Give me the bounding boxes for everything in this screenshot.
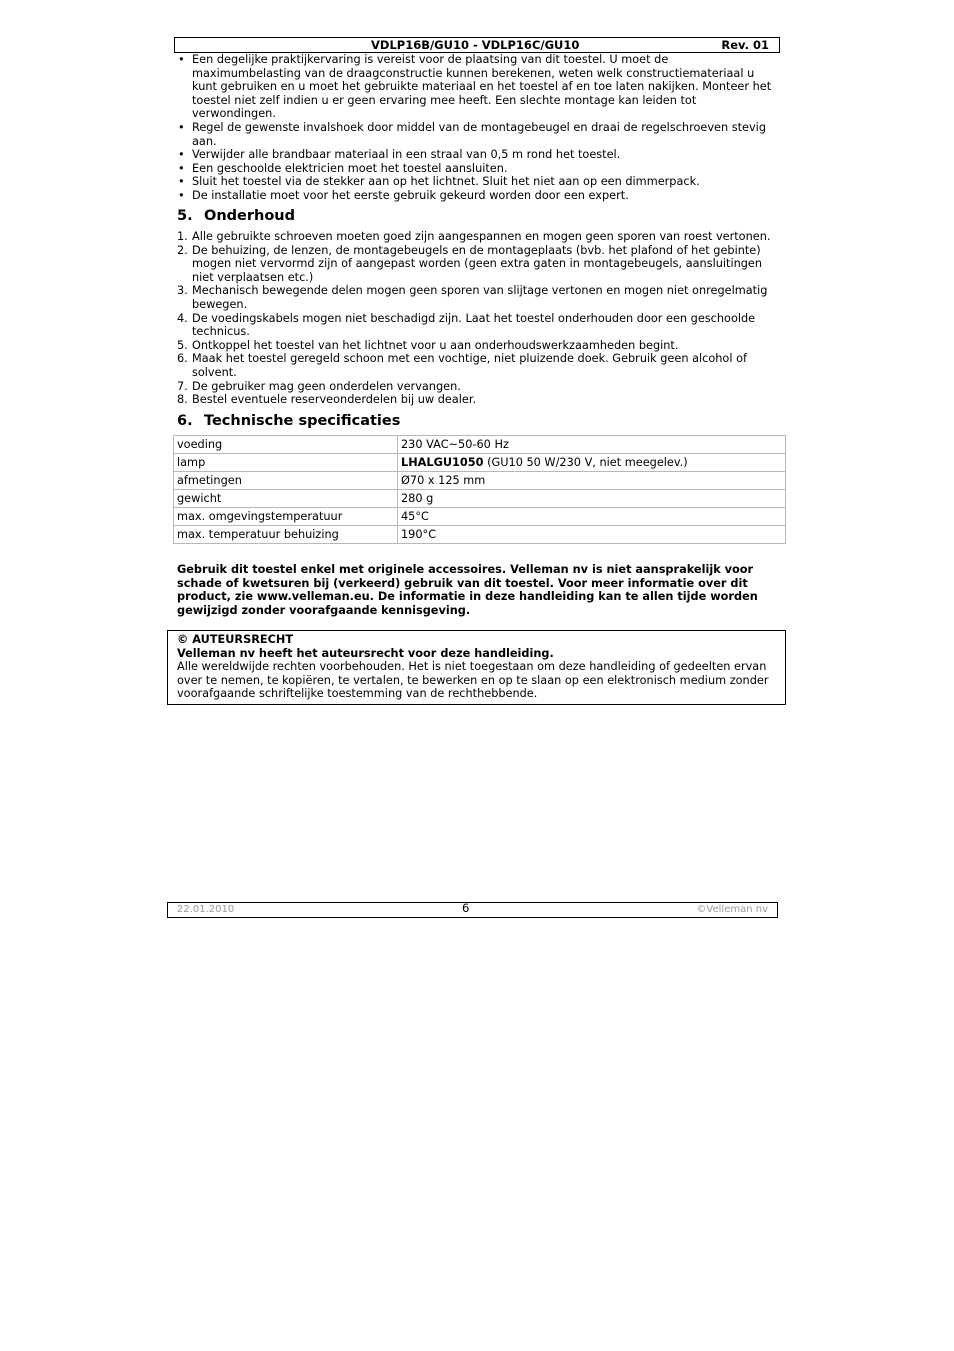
spec-value <box>398 454 786 472</box>
copyright-box <box>167 630 786 705</box>
list-item: • Een geschoolde elektricien moet het toestel aansluiten. <box>177 162 777 176</box>
item-number: 3. <box>177 284 188 298</box>
spec-label: lamp <box>174 454 398 472</box>
item-number: 6. <box>177 352 188 366</box>
item-text: De behuizing, de lenzen, de montagebeugels en de montageplaats (bvb. het plafond of het gebinte) mogen niet vervormd zijn of aangepast worden (geen extra gaten in montagebeugels, aansluitingen niet verplaatsen etc.) <box>192 243 763 284</box>
item-text: Bestel eventuele reserveonderdelen bij uw dealer. <box>192 393 477 407</box>
list-item: • Regel de gewenste invalshoek door middel van de montagebeugel en draai de regelschroeven stevig aan. <box>177 121 777 148</box>
footer-copyright: ©Velleman nv <box>696 904 768 915</box>
item-number: 4. <box>177 311 188 325</box>
section-title: Technische specificaties <box>204 413 401 429</box>
list-item <box>177 380 777 394</box>
section-heading-specificaties <box>177 412 400 430</box>
list-item: • Een degelijke praktijkervaring is vereist voor de plaatsing van dit toestel. U moet de maximumbelasting van de draagconstructie kunnen berekenen, weten welk constructiemateriaal u kunt gebruiken en u moet het gebruikte materiaal en het toestel af en toe laten nakijken. Monteer het toestel niet zelf indien u er geen ervaring mee heeft. Een slechte montage kan leiden tot verwondingen. <box>177 53 777 121</box>
page-footer <box>167 902 778 918</box>
spec-value <box>398 472 786 490</box>
table-row <box>174 436 786 454</box>
item-text: De voedingskabels mogen niet beschadigd zijn. Laat het toestel onderhouden door een geschoolde technicus. <box>192 311 756 339</box>
item-number: 1. <box>177 230 188 243</box>
section-number: 6. <box>177 413 193 429</box>
list-item <box>177 284 777 311</box>
installation-bullet-list <box>177 53 777 203</box>
spec-value <box>398 526 786 544</box>
list-item <box>177 352 777 379</box>
item-number: 5. <box>177 338 188 352</box>
spec-label: gewicht <box>174 490 398 508</box>
spec-value-text: 230 VAC~50-60 Hz <box>401 437 509 451</box>
item-text: Maak het toestel geregeld schoon met een vochtige, niet pluizende doek. Gebruik geen alcohol of solvent. <box>192 352 747 379</box>
spec-value-text: 45°C <box>401 509 429 523</box>
item-number: 8. <box>177 393 188 407</box>
item-number: 7. <box>177 379 188 393</box>
item-text: De gebruiker mag geen onderdelen vervangen. <box>192 379 461 393</box>
table-row <box>174 508 786 526</box>
spec-value-text: 280 g <box>401 491 434 505</box>
spec-value <box>398 436 786 454</box>
spec-value-text: 190°C <box>401 527 437 541</box>
copyright-subtitle: Velleman nv heeft het auteursrecht voor deze handleiding. <box>177 646 554 660</box>
table-row <box>174 526 786 544</box>
item-text: Ontkoppel het toestel van het lichtnet voor u aan onderhoudswerkzaamheden begint. <box>192 338 679 352</box>
page-header <box>174 37 780 53</box>
spec-label: max. temperatuur behuizing <box>174 526 398 544</box>
spec-value-text: (GU10 50 W/230 V, niet meegelev.) <box>483 455 688 469</box>
list-item <box>177 244 777 285</box>
list-item <box>177 339 777 353</box>
spec-label: voeding <box>174 436 398 454</box>
list-item <box>177 230 777 244</box>
spec-value-text: Ø70 x 125 mm <box>401 473 486 487</box>
spec-label: afmetingen <box>174 472 398 490</box>
list-item: • De installatie moet voor het eerste gebruik gekeurd worden door een expert. <box>177 189 777 203</box>
item-text: Mechanisch bewegende delen mogen geen sporen van slijtage vertonen en mogen niet onregelmatig bewegen. <box>192 284 768 311</box>
spec-value-bold: LHALGU1050 <box>401 455 484 469</box>
copyright-title: © AUTEURSRECHT <box>177 633 294 646</box>
specifications-table <box>173 435 786 544</box>
list-item <box>177 312 777 339</box>
item-number: 2. <box>177 243 188 257</box>
list-item: • Sluit het toestel via de stekker aan op het lichtnet. Sluit het niet aan op een dimmerpack. <box>177 175 777 189</box>
section-number: 5. <box>177 208 193 224</box>
table-row <box>174 472 786 490</box>
section-heading-onderhoud <box>177 207 295 225</box>
copyright-body: Alle wereldwijde rechten voorbehouden. Het is niet toegestaan om deze handleiding of gedeelten ervan over te nemen, te kopiëren, te vertalen, te bewerken en op te slaan op een elektronisch medium zonder voorafgaande schriftelijke toestemming van de rechthebbende. <box>177 660 769 701</box>
model-code: VDLP16B/GU10 - VDLP16C/GU10 <box>371 38 580 52</box>
maintenance-list <box>177 230 777 407</box>
accessories-notice: Gebruik dit toestel enkel met originele accessoires. Velleman nv is niet aansprakelijk voor schade of kwetsuren bij (verkeerd) gebruik van dit toestel. Voor meer informatie over dit product, zie www.velleman.eu. De informatie in deze handleiding kan te allen tijde worden gewijzigd zonder voorafgaande kennisgeving. <box>177 563 758 617</box>
table-row <box>174 490 786 508</box>
list-item: • Verwijder alle brandbaar materiaal in een straal van 0,5 m rond het toestel. <box>177 148 777 162</box>
revision: Rev. 01 <box>721 38 769 52</box>
item-text: Alle gebruikte schroeven moeten goed zijn aangespannen en mogen geen sporen van roest vertonen. <box>192 230 771 243</box>
list-item <box>177 393 777 407</box>
footer-date: 22.01.2010 <box>177 904 235 915</box>
section-title: Onderhoud <box>204 208 296 224</box>
spec-value <box>398 490 786 508</box>
spec-label: max. omgevingstemperatuur <box>174 508 398 526</box>
table-row <box>174 454 786 472</box>
page-number: 6 <box>462 901 470 915</box>
spec-value <box>398 508 786 526</box>
